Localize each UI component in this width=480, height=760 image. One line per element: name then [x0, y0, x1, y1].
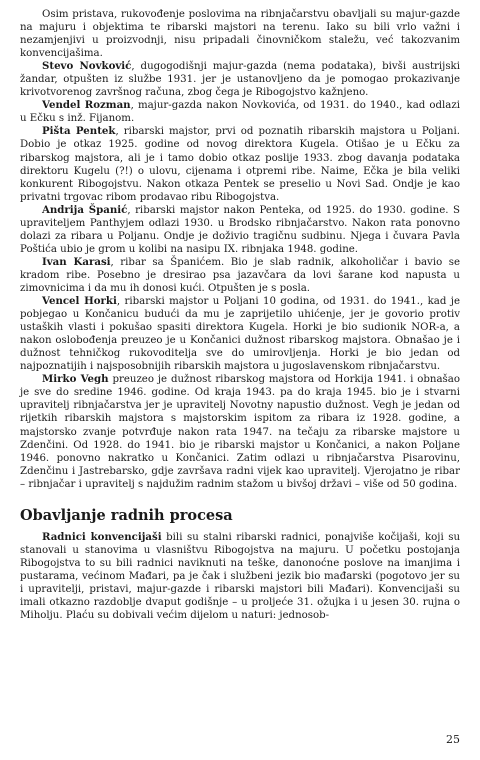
paragraph-rozman	[20, 99, 460, 125]
document-page	[20, 8, 460, 622]
term-name: Radnici konvencijaši	[42, 530, 162, 543]
paragraph-text: , ribarski majstor nakon Penteka, od 1925. do 1930. godine. S upraviteljem Panthyjem odlazi 1930. u Brodsko ribnjačarstvo. Nakon rata ponovno dolazi za ribara u Poljanu. Ondje je doživio tragičnu sudbinu. Njega i čuvara Pavla Poštića ubio je grom u kolibi na nasipu IX. ribnjaka 1948. godine.	[20, 204, 460, 255]
person-name: Vendel Rozman	[42, 99, 131, 112]
paragraph-intro	[20, 8, 460, 60]
paragraph-text: bili su stalni ribarski radnici, ponajviše kočijaši, koji su stanovali u stanovima u vlasništvu Ribogojstva na majuru. U početku postojanja Ribogojstva to su bili radnici naviknuti na teške, danonoćne poslove na imanjima i pustarama, većinom Mađari, pa je čak i službeni jezik bio mađarski (pogotovo jer su i upravitelji, pristavi, majur-gazde i ribarski majstori bili Mađari). Konvencijaši su imali otkazno razdoblje dvaput godišnje – u proljeće 31. ožujka i u jesen 30. rujna o Miholju. Plaću su dobivali većim dijelom u naturi: jednosob-	[20, 531, 461, 622]
paragraph-text: , ribarski majstor, prvi od poznatih ribarskih majstora u Poljani. Dobio je otkaz 1925. godine od novog direktora Kugela. Otišao je u Ečku za ribarskog majstora, ali je i tamo dobio otkaz poslije 1933. zbog davanja podataka direktoru Kugelu (?!) o ulovu, cijenama i otpremi ribe. Naime, Ečka je bila veliki konkurent Ribogojstvu. Nakon otkaza Pentek se preselio u Novi Sad. Ondje je kao privatni trgovac ribom prodavao ribu Ribogojstva.	[20, 126, 460, 203]
person-name: Pišta Pentek	[42, 125, 116, 138]
paragraph-text: , ribar sa Španićem. Bio je slab radnik, alkoholičar i bavio se kradom ribe. Posebno je dresirao psa jazavčara da lovi šarane kod napusta u zimovnicima i da mu ih donosi kući. Otpušten je s posla.	[20, 256, 460, 294]
paragraph-horki	[20, 295, 460, 373]
paragraph-text: Osim pristava, rukovođenje poslovima na ribnjačarstvu obavljali su majur-gazde na majuru i objektima te ribarski majstori na terenu. Iako su bili vrlo važni i nezamjenjivi u proizvodnji, nisu pripadali činovničkom staležu, već takozvanim konvencijašima.	[20, 9, 460, 60]
paragraph-spanic	[20, 204, 460, 256]
person-name: Andrija Španić	[42, 203, 128, 216]
paragraph-text: preuzeo je dužnost ribarskog majstora od Horkija 1941. i obnašao je sve do sredine 1946. godine. Od kraja 1943. pa do kraja 1945. bio je i stvarni upravitelj ribnjačarstva jer je upravitelj Novotny napustio dužnost. Vegh je jedan od rijetkih ribarskih majstora s majstorskim ispitom za ribara iz 1928. godine, a majstorsko zvanje potvrđuje nakon rata 1947. na tečaju za ribarske majstore u Zdenčini. Od 1928. do 1941. bio je ribarski majstor u Končanici, a nakon Poljane 1946. ponovno nakratko u Končanici. Zatim odlazi u ribnjačarstva Pisarovinu, Zdenčinu i Jastrebarsko, gdje završava radni vijek kao upravitelj. Vjerojatno je ribar – ribnjačar i upravitelj s najdužim radnim stažom u bivšoj državi – više od 50 godina.	[20, 374, 460, 490]
paragraph-konvencijasi	[20, 531, 460, 622]
paragraph-text: , ribarski majstor u Poljani 10 godina, od 1931. do 1941., kad je pobjegao u Končanicu budući da mu je zaprijetilo uhićenje, jer je govorio protiv ustaških vlasti i pokušao spasiti direktora Kugela. Horki je bio sudionik NOR-a, a nakon oslobođenja preuzeo je u Končanici dužnost ribarskog majstora. Obnašao je i dužnost tehničkog rukovoditelja sve do umirovljenja. Horki je bio jedan od najpoznatijih i najsposobnijih ribarskih majstora u jugoslavenskom ribnjačarstvu.	[20, 296, 460, 373]
paragraph-novkovic	[20, 60, 460, 99]
person-name: Stevo Novković	[42, 60, 132, 73]
paragraph-vegh	[20, 373, 460, 490]
person-name: Vencel Horki	[42, 295, 117, 308]
paragraph-text: , dugogodišnji majur-gazda (nema podataka), bivši austrijski žandar, otpušten iz službe 1931. jer je ustanovljeno da je pomogao prokazivanje krivotvorenog završnog računa, zbog čega je Ribogojstvo kažnjeno.	[20, 61, 460, 99]
page-number: 25	[446, 733, 460, 746]
person-name: Ivan Karasi	[42, 255, 111, 268]
section-heading: Obavljanje radnih procesa	[20, 506, 233, 524]
paragraph-pentek	[20, 125, 460, 203]
paragraph-text: , majur-gazda nakon Novkovića, od 1931. do 1940., kad odlazi u Ečku s inž. Fijanom.	[20, 100, 461, 125]
paragraph-karasi	[20, 256, 460, 295]
person-name: Mirko Vegh	[42, 373, 109, 386]
